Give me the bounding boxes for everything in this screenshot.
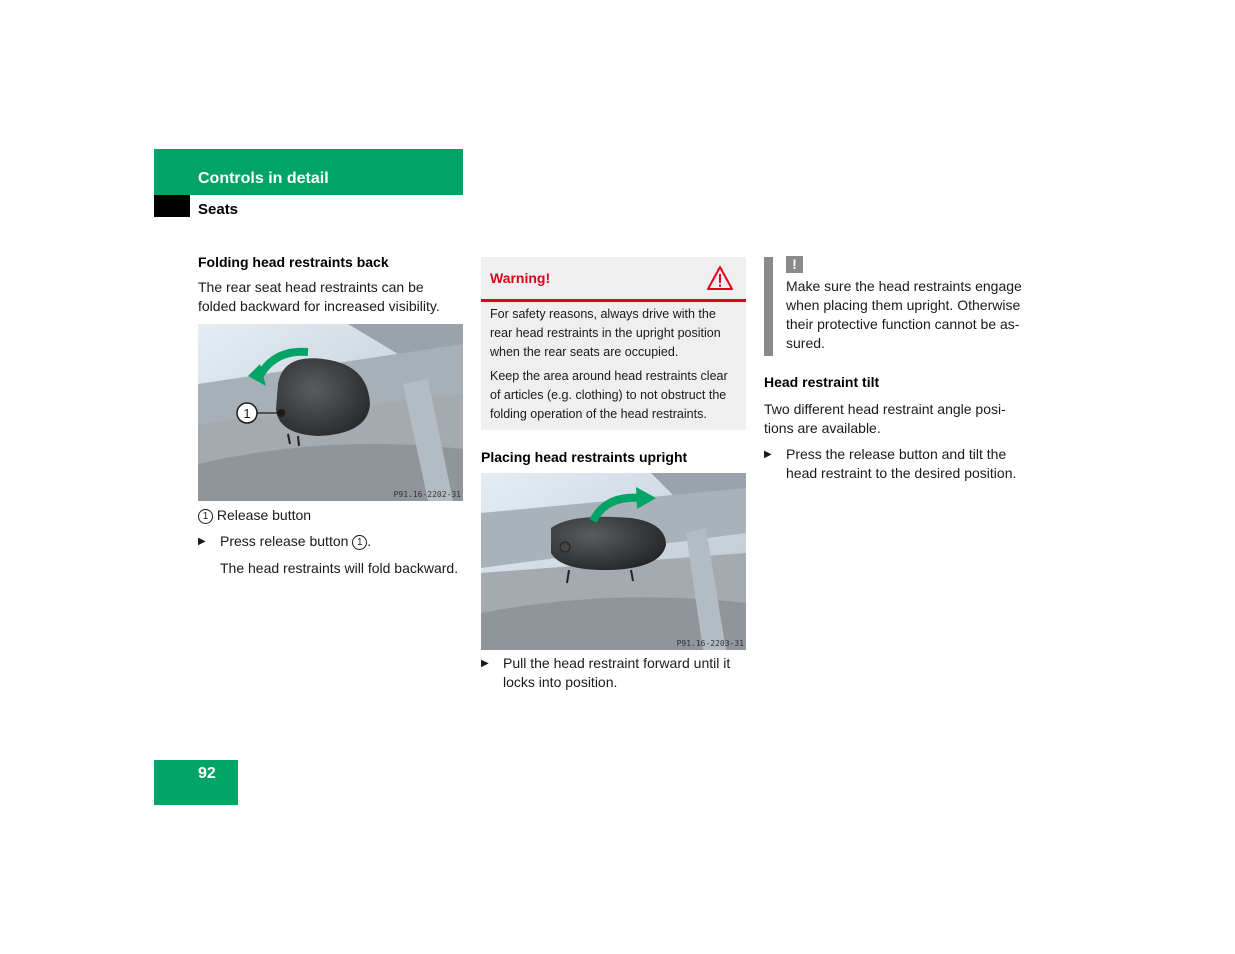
heading-tilt: Head restraint tilt: [764, 374, 880, 390]
warning-header: [481, 257, 746, 302]
illustration-fold-back: [198, 324, 463, 501]
step-end: .: [367, 533, 372, 549]
warning-box: [481, 257, 746, 430]
step-press-release: [198, 532, 464, 551]
figure-upright: [481, 473, 746, 650]
bullet-triangle-icon: ▶: [481, 658, 489, 669]
step-result: The head restraints will fold backward.: [220, 560, 459, 576]
heading-folding-back: Folding head restraints back: [198, 254, 389, 270]
step-pull-forward: [481, 654, 743, 692]
note-bar: [764, 257, 773, 356]
step-text: Pull the head restraint forward until it locks into position.: [503, 655, 731, 690]
figure-code: P91.16-2202-31: [393, 490, 461, 499]
figure-code: P91.16-2203-31: [676, 639, 744, 648]
illustration-upright: [481, 473, 746, 650]
figure-fold-back: [198, 324, 463, 501]
step-tilt: [764, 445, 1026, 483]
note-text: Make sure the head restraints engage when placing them upright. Otherwise their protective function cannot be as-sured.: [786, 278, 1022, 351]
legend-number: 1: [198, 509, 213, 524]
subsection-marker: [154, 195, 190, 217]
bullet-triangle-icon: ▶: [764, 449, 772, 460]
section-title: Controls in detail: [198, 170, 329, 187]
step-text: Press the release button and tilt the head restraint to the desired position.: [786, 446, 1017, 481]
step-text: Press release button: [220, 533, 349, 549]
heading-upright: Placing head restraints upright: [481, 449, 688, 465]
figure-callout-1: 1: [243, 406, 251, 421]
warning-paragraph-2: Keep the area around head restraints clear of articles (e.g. clothing) to not obstruct the folding operation of the head restraints.: [490, 369, 728, 421]
warning-triangle-icon: [706, 265, 734, 291]
subsection-title: Seats: [198, 201, 239, 218]
step-ref-number: 1: [352, 535, 367, 550]
note-exclamation-icon: !: [786, 256, 803, 273]
page-number-box: [154, 760, 238, 805]
intro-tilt: Two different head restraint angle posi-tions are available.: [764, 401, 1006, 436]
warning-paragraph-1: For safety reasons, always drive with the rear head restraints in the upright position when the rear seats are occupied.: [490, 307, 721, 359]
legend-label: Release button: [216, 507, 312, 523]
warning-title: Warning!: [490, 270, 551, 286]
legend-item: [198, 506, 311, 525]
page-number: 92: [198, 765, 216, 782]
intro-folding-back: The rear seat head restraints can be folded backward for increased visibility.: [198, 279, 440, 314]
bullet-triangle-icon: ▶: [198, 536, 206, 547]
